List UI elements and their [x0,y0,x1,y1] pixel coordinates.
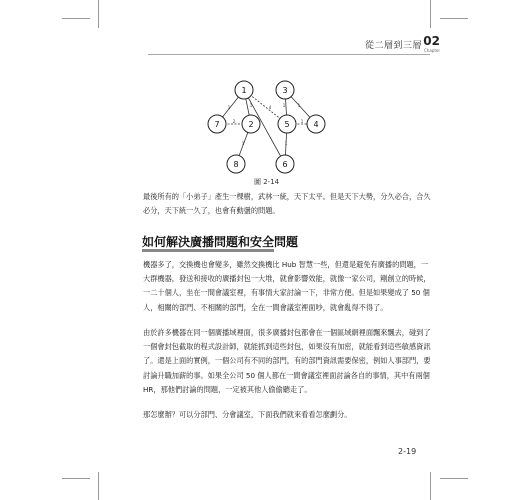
node-label: 8 [233,160,239,169]
section-title: 如何解決廣播問題和安全問題 [142,235,299,249]
section-underline [142,249,274,252]
edge-tick: 4 [268,105,272,110]
crop-mark [430,472,431,500]
paragraph: 那怎麼辦？可以分部門、分會議室，下面我們就來看看怎麼劃分。 [143,410,352,419]
intro-paragraph: 最後所有的「小弟子」產生一棵樹，武林一統，天下太平。但是天下大勢，分久必合，合久必分，天下統一久了，也會有動盪的問題。 [143,192,431,216]
paragraph: 由於許多機器在同一個廣播域裡面，很多廣播封包都會在一個區域網裡面飄來飄去，碰到了一個會封包截取的程式設計師，就能抓到這些封包，如果沒有加密，就能看到這些敏感資訊了。還是上面的實例，一個公司有不同的部門，有的部門資訊需要保密，例如人事部門，要討論升職加薪的事。如果全公司 50 個人都在一間會議室裡面討論各自的事情，其中有兩個 HR，那他們討論的問題，一定被其他人偷偷聽走了。 [143,328,431,394]
crop-mark [430,0,431,28]
crop-mark [98,472,99,500]
crop-mark [440,478,468,479]
node-label: 1 [241,86,247,95]
edge-tick: 1 [300,119,304,124]
crop-mark [62,18,90,19]
node-label: 4 [313,120,319,129]
edge-tick: 1 [282,103,286,108]
header-rule [148,54,430,55]
page-number: 2-19 [398,447,417,456]
chapter-number: 02 [423,34,440,48]
spanning-tree-diagram [198,76,338,186]
node-label: 7 [214,120,220,129]
node-label: 6 [282,160,288,169]
edge-tick: 1 [249,103,253,108]
crop-mark [62,478,90,479]
edge-tick: 1 [227,105,231,110]
figure-caption: 圖 2-14 [254,178,280,186]
node-label: 3 [282,86,288,95]
crop-mark [98,0,99,28]
crop-mark [440,18,468,19]
paragraph: 機器多了，交換機也會變多，雖然交換機比 Hub 智慧一些，但還是避免有廣播的問題，一大群機器，發送和接收的廣播封包一大堆，就會影響效能，就像一家公司，剛創立的時候，一二十個人，坐在一間會議室裡，有事情大家討論一下，非常方便。但是如果變成了 50 個人，相關的部門、不相關的部門，全在一間會議室裡面吵，就會亂得不得了。 [143,260,431,312]
edge-tick: 1 [284,141,288,146]
chapter-title: 從二層到三層 [364,41,422,51]
node-label: 2 [248,120,254,129]
edge-tick: 2 [232,119,236,124]
edge-tick: 1 [297,103,301,108]
chapter-word: Chapter [424,48,440,53]
node-label: 5 [284,120,290,129]
edge-tick: 1 [241,141,245,146]
